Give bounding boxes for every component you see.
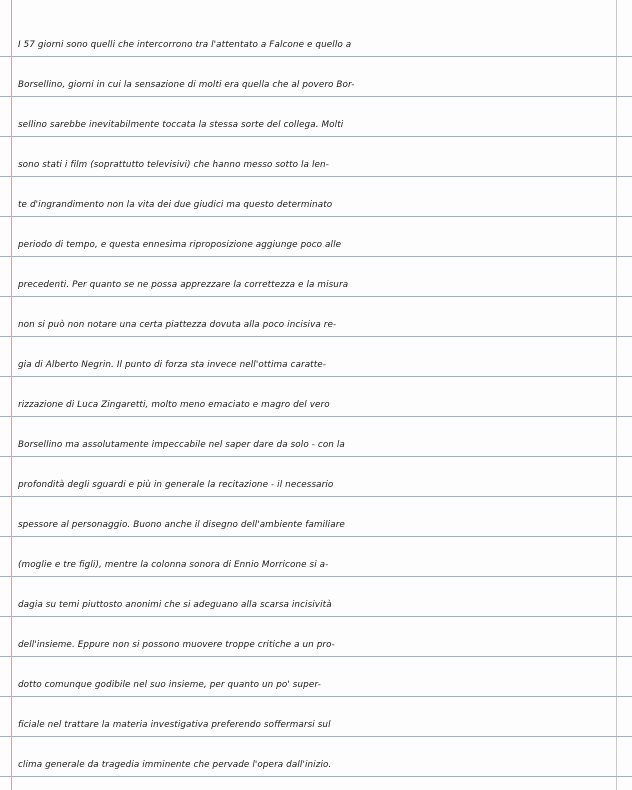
- handwritten-line-16: dell'insieme. Eppure non si possono muovere troppe critiche a un pro-: [18, 640, 335, 650]
- handwritten-line-13: spessore al personaggio. Buono anche il disegno dell'ambiente familiare: [18, 520, 345, 530]
- handwritten-line-10: rizzazione di Luca Zingaretti, molto meno emaciato e magro del vero: [18, 400, 330, 410]
- handwritten-line-17: dotto comunque godibile nel suo insieme, per quanto un po' super-: [18, 680, 321, 690]
- handwritten-line-6: periodo di tempo, e questa ennesima riproposizione aggiunge poco alle: [18, 240, 342, 250]
- ruled-line: [0, 136, 632, 137]
- ruled-line: [0, 376, 632, 377]
- ruled-line: [0, 616, 632, 617]
- left-margin-line: [11, 0, 12, 790]
- handwritten-line-12: profondità degli sguardi e più in generale la recitazione - il necessario: [18, 480, 334, 490]
- handwritten-line-19: clima generale da tragedia imminente che pervade l'opera dall'inizio.: [18, 760, 332, 770]
- handwritten-line-18: ficiale nel trattare la materia investigativa preferendo soffermarsi sul: [18, 720, 331, 730]
- ruled-line: [0, 736, 632, 737]
- ruled-line: [0, 536, 632, 537]
- ruled-line: [0, 56, 632, 57]
- handwritten-line-3: sellino sarebbe inevitabilmente toccata la stessa sorte del collega. Molti: [18, 120, 344, 130]
- handwritten-line-5: te d'ingrandimento non la vita dei due giudici ma questo determinato: [18, 200, 333, 210]
- ruled-line: [0, 416, 632, 417]
- handwritten-line-9: gia di Alberto Negrin. Il punto di forza sta invece nell'ottima caratte-: [18, 360, 327, 370]
- handwritten-line-14: (moglie e tre figli), mentre la colonna sonora di Ennio Morricone si a-: [18, 560, 329, 570]
- ruled-line: [0, 776, 632, 777]
- ruled-line: [0, 216, 632, 217]
- handwritten-line-4: sono stati i film (soprattutto televisivi) che hanno messo sotto la len-: [18, 160, 329, 170]
- ruled-line: [0, 456, 632, 457]
- handwritten-line-1: I 57 giorni sono quelli che intercorrono tra l'attentato a Falcone e quello a: [18, 40, 352, 50]
- ruled-line: [0, 576, 632, 577]
- handwritten-line-2: Borsellino, giorni in cui la sensazione di molti era quella che al povero Bor-: [18, 80, 355, 90]
- ruled-line: [0, 256, 632, 257]
- handwritten-line-15: dagia su temi piuttosto anonimi che si adeguano alla scarsa incisività: [18, 600, 332, 610]
- ruled-line: [0, 296, 632, 297]
- ruled-line: [0, 176, 632, 177]
- ruled-line: [0, 96, 632, 97]
- handwritten-line-8: non si può non notare una certa piattezza dovuta alla poco incisiva re-: [18, 320, 337, 330]
- ruled-line: [0, 496, 632, 497]
- ruled-line: [0, 696, 632, 697]
- ruled-line: [0, 656, 632, 657]
- ruled-line: [0, 336, 632, 337]
- handwritten-line-11: Borsellino ma assolutamente impeccabile nel saper dare da solo - con la: [18, 440, 345, 450]
- handwritten-line-7: precedenti. Per quanto se ne possa apprezzare la correttezza e la misura: [18, 280, 349, 290]
